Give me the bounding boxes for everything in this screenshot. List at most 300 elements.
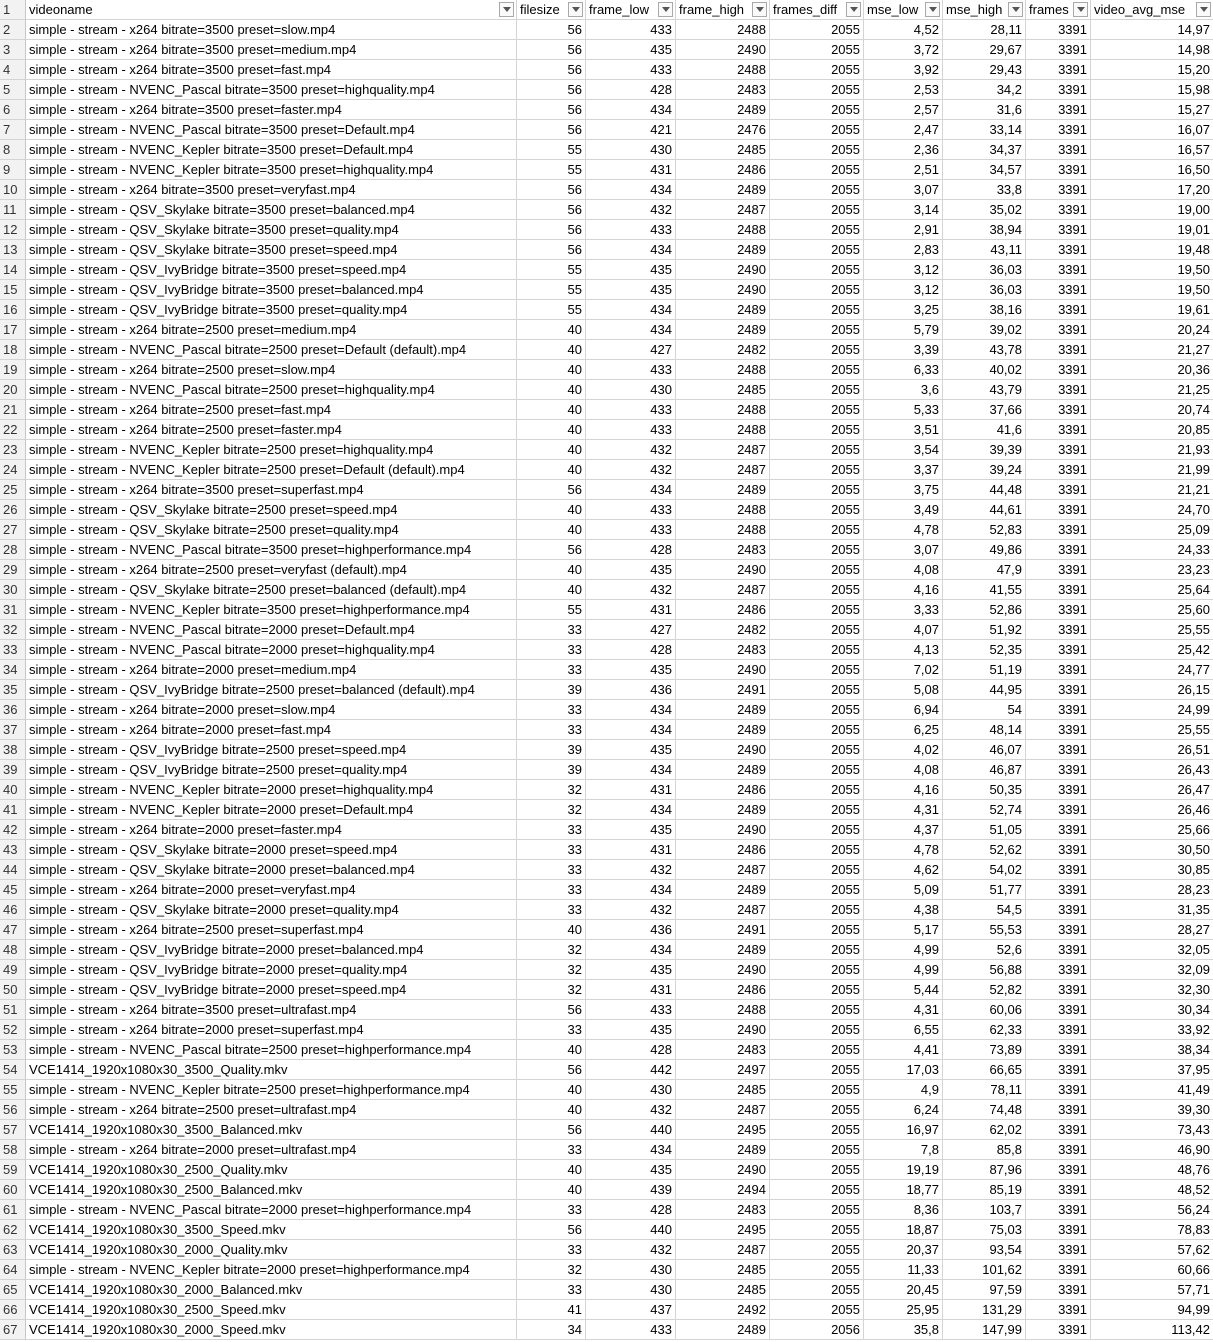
cell-mse-low[interactable]: 4,16	[864, 780, 943, 800]
cell-video-avg-mse[interactable]: 33,92	[1091, 1020, 1213, 1040]
cell-mse-low[interactable]: 3,54	[864, 440, 943, 460]
cell-video-avg-mse[interactable]: 24,99	[1091, 700, 1213, 720]
cell-mse-low[interactable]: 5,33	[864, 400, 943, 420]
cell-mse-high[interactable]: 43,11	[943, 240, 1026, 260]
row-number[interactable]: 31	[0, 600, 26, 620]
cell-frames-diff[interactable]: 2055	[770, 320, 864, 340]
cell-filesize[interactable]: 32	[517, 780, 586, 800]
cell-video-avg-mse[interactable]: 25,64	[1091, 580, 1213, 600]
cell-mse-low[interactable]: 6,25	[864, 720, 943, 740]
cell-frames-diff[interactable]: 2055	[770, 840, 864, 860]
cell-frame-low[interactable]: 431	[586, 780, 676, 800]
cell-mse-high[interactable]: 54	[943, 700, 1026, 720]
cell-frame-high[interactable]: 2483	[676, 640, 770, 660]
cell-videoname[interactable]: simple - stream - x264 bitrate=3500 preset=fast.mp4	[26, 60, 517, 80]
cell-video-avg-mse[interactable]: 32,30	[1091, 980, 1213, 1000]
cell-mse-low[interactable]: 5,17	[864, 920, 943, 940]
cell-frame-low[interactable]: 428	[586, 1040, 676, 1060]
cell-frames[interactable]: 3391	[1026, 1020, 1091, 1040]
cell-filesize[interactable]: 55	[517, 260, 586, 280]
cell-videoname[interactable]: simple - stream - x264 bitrate=2500 preset=faster.mp4	[26, 420, 517, 440]
column-header-videoname[interactable]	[26, 0, 517, 20]
row-number[interactable]: 3	[0, 40, 26, 60]
cell-video-avg-mse[interactable]: 57,71	[1091, 1280, 1213, 1300]
cell-filesize[interactable]: 40	[517, 440, 586, 460]
cell-videoname[interactable]: VCE1414_1920x1080x30_2000_Balanced.mkv	[26, 1280, 517, 1300]
cell-frame-high[interactable]: 2490	[676, 280, 770, 300]
cell-frame-low[interactable]: 428	[586, 80, 676, 100]
cell-mse-high[interactable]: 40,02	[943, 360, 1026, 380]
cell-frame-low[interactable]: 433	[586, 400, 676, 420]
cell-videoname[interactable]: simple - stream - x264 bitrate=2000 preset=ultrafast.mp4	[26, 1140, 517, 1160]
cell-frame-low[interactable]: 432	[586, 200, 676, 220]
cell-frame-high[interactable]: 2488	[676, 420, 770, 440]
cell-frame-high[interactable]: 2489	[676, 700, 770, 720]
cell-frame-low[interactable]: 439	[586, 1180, 676, 1200]
cell-frame-high[interactable]: 2490	[676, 1020, 770, 1040]
cell-mse-high[interactable]: 38,94	[943, 220, 1026, 240]
cell-filesize[interactable]: 33	[517, 1140, 586, 1160]
cell-mse-high[interactable]: 35,02	[943, 200, 1026, 220]
cell-videoname[interactable]: simple - stream - x264 bitrate=3500 preset=slow.mp4	[26, 20, 517, 40]
cell-mse-low[interactable]: 16,97	[864, 1120, 943, 1140]
cell-filesize[interactable]: 40	[517, 920, 586, 940]
cell-videoname[interactable]: simple - stream - NVENC_Kepler bitrate=2500 preset=highperformance.mp4	[26, 1080, 517, 1100]
column-header-video-avg-mse[interactable]	[1091, 0, 1213, 20]
cell-filesize[interactable]: 55	[517, 160, 586, 180]
cell-frame-low[interactable]: 433	[586, 500, 676, 520]
cell-frames-diff[interactable]: 2055	[770, 1280, 864, 1300]
cell-mse-low[interactable]: 2,83	[864, 240, 943, 260]
cell-mse-high[interactable]: 28,11	[943, 20, 1026, 40]
cell-video-avg-mse[interactable]: 21,25	[1091, 380, 1213, 400]
cell-frame-high[interactable]: 2487	[676, 1240, 770, 1260]
cell-video-avg-mse[interactable]: 20,24	[1091, 320, 1213, 340]
cell-filesize[interactable]: 33	[517, 1020, 586, 1040]
cell-frames-diff[interactable]: 2055	[770, 60, 864, 80]
cell-filesize[interactable]: 40	[517, 1160, 586, 1180]
cell-frames-diff[interactable]: 2055	[770, 1120, 864, 1140]
cell-videoname[interactable]: simple - stream - x264 bitrate=3500 preset=ultrafast.mp4	[26, 1000, 517, 1020]
cell-videoname[interactable]: simple - stream - x264 bitrate=2500 preset=slow.mp4	[26, 360, 517, 380]
cell-videoname[interactable]: VCE1414_1920x1080x30_2500_Quality.mkv	[26, 1160, 517, 1180]
cell-videoname[interactable]: simple - stream - x264 bitrate=2500 preset=fast.mp4	[26, 400, 517, 420]
cell-mse-high[interactable]: 41,6	[943, 420, 1026, 440]
cell-filesize[interactable]: 55	[517, 140, 586, 160]
cell-frame-high[interactable]: 2486	[676, 980, 770, 1000]
cell-frames[interactable]: 3391	[1026, 860, 1091, 880]
cell-video-avg-mse[interactable]: 37,95	[1091, 1060, 1213, 1080]
cell-video-avg-mse[interactable]: 20,74	[1091, 400, 1213, 420]
row-number[interactable]: 5	[0, 80, 26, 100]
cell-filesize[interactable]: 56	[517, 180, 586, 200]
cell-mse-low[interactable]: 4,99	[864, 940, 943, 960]
cell-frames[interactable]: 3391	[1026, 80, 1091, 100]
cell-frame-high[interactable]: 2490	[676, 260, 770, 280]
cell-mse-low[interactable]: 4,78	[864, 520, 943, 540]
cell-frame-high[interactable]: 2489	[676, 800, 770, 820]
cell-frame-low[interactable]: 435	[586, 40, 676, 60]
row-number[interactable]: 21	[0, 400, 26, 420]
cell-frames-diff[interactable]: 2055	[770, 180, 864, 200]
cell-video-avg-mse[interactable]: 15,98	[1091, 80, 1213, 100]
cell-mse-high[interactable]: 62,33	[943, 1020, 1026, 1040]
row-number[interactable]: 64	[0, 1260, 26, 1280]
cell-frame-low[interactable]: 440	[586, 1220, 676, 1240]
cell-videoname[interactable]: simple - stream - NVENC_Kepler bitrate=2500 preset=Default (default).mp4	[26, 460, 517, 480]
cell-videoname[interactable]: simple - stream - x264 bitrate=3500 preset=veryfast.mp4	[26, 180, 517, 200]
cell-frames[interactable]: 3391	[1026, 60, 1091, 80]
cell-frames[interactable]: 3391	[1026, 900, 1091, 920]
cell-frames-diff[interactable]: 2055	[770, 1260, 864, 1280]
cell-mse-high[interactable]: 51,05	[943, 820, 1026, 840]
cell-frame-high[interactable]: 2490	[676, 660, 770, 680]
cell-mse-low[interactable]: 6,33	[864, 360, 943, 380]
cell-frames[interactable]: 3391	[1026, 700, 1091, 720]
cell-frame-low[interactable]: 432	[586, 580, 676, 600]
cell-frames[interactable]: 3391	[1026, 800, 1091, 820]
cell-frames-diff[interactable]: 2055	[770, 780, 864, 800]
cell-frame-low[interactable]: 433	[586, 60, 676, 80]
cell-mse-low[interactable]: 3,6	[864, 380, 943, 400]
cell-mse-high[interactable]: 54,02	[943, 860, 1026, 880]
cell-frames-diff[interactable]: 2055	[770, 1000, 864, 1020]
cell-mse-high[interactable]: 52,6	[943, 940, 1026, 960]
cell-filesize[interactable]: 33	[517, 1280, 586, 1300]
cell-frames[interactable]: 3391	[1026, 1180, 1091, 1200]
cell-frame-low[interactable]: 434	[586, 240, 676, 260]
cell-video-avg-mse[interactable]: 21,93	[1091, 440, 1213, 460]
cell-videoname[interactable]: simple - stream - QSV_Skylake bitrate=2000 preset=speed.mp4	[26, 840, 517, 860]
cell-frames[interactable]: 3391	[1026, 120, 1091, 140]
cell-frames[interactable]: 3391	[1026, 1120, 1091, 1140]
cell-mse-high[interactable]: 36,03	[943, 280, 1026, 300]
row-number[interactable]: 23	[0, 440, 26, 460]
cell-video-avg-mse[interactable]: 14,97	[1091, 20, 1213, 40]
cell-frame-low[interactable]: 433	[586, 1320, 676, 1340]
cell-mse-low[interactable]: 7,02	[864, 660, 943, 680]
cell-frame-low[interactable]: 435	[586, 1020, 676, 1040]
cell-mse-high[interactable]: 44,95	[943, 680, 1026, 700]
cell-filesize[interactable]: 32	[517, 980, 586, 1000]
cell-mse-high[interactable]: 39,02	[943, 320, 1026, 340]
cell-frames[interactable]: 3391	[1026, 940, 1091, 960]
cell-frames[interactable]: 3391	[1026, 720, 1091, 740]
row-number[interactable]: 30	[0, 580, 26, 600]
cell-video-avg-mse[interactable]: 16,50	[1091, 160, 1213, 180]
cell-frames-diff[interactable]: 2055	[770, 80, 864, 100]
cell-videoname[interactable]: simple - stream - QSV_Skylake bitrate=3500 preset=quality.mp4	[26, 220, 517, 240]
cell-mse-low[interactable]: 3,75	[864, 480, 943, 500]
cell-mse-low[interactable]: 25,95	[864, 1300, 943, 1320]
cell-mse-low[interactable]: 2,36	[864, 140, 943, 160]
cell-frames-diff[interactable]: 2055	[770, 340, 864, 360]
cell-mse-high[interactable]: 62,02	[943, 1120, 1026, 1140]
cell-mse-low[interactable]: 4,07	[864, 620, 943, 640]
row-number[interactable]: 58	[0, 1140, 26, 1160]
row-number[interactable]: 20	[0, 380, 26, 400]
cell-mse-high[interactable]: 29,43	[943, 60, 1026, 80]
cell-filesize[interactable]: 33	[517, 1240, 586, 1260]
cell-videoname[interactable]: simple - stream - NVENC_Kepler bitrate=2000 preset=highquality.mp4	[26, 780, 517, 800]
cell-frame-high[interactable]: 2486	[676, 160, 770, 180]
cell-frames[interactable]: 3391	[1026, 1240, 1091, 1260]
cell-frames[interactable]: 3391	[1026, 520, 1091, 540]
cell-filesize[interactable]: 32	[517, 960, 586, 980]
cell-video-avg-mse[interactable]: 32,09	[1091, 960, 1213, 980]
cell-frame-low[interactable]: 428	[586, 540, 676, 560]
cell-frames-diff[interactable]: 2055	[770, 1240, 864, 1260]
row-number[interactable]: 43	[0, 840, 26, 860]
cell-mse-low[interactable]: 2,53	[864, 80, 943, 100]
cell-videoname[interactable]: VCE1414_1920x1080x30_2500_Balanced.mkv	[26, 1180, 517, 1200]
cell-frame-high[interactable]: 2489	[676, 240, 770, 260]
cell-frame-high[interactable]: 2487	[676, 460, 770, 480]
cell-video-avg-mse[interactable]: 94,99	[1091, 1300, 1213, 1320]
cell-video-avg-mse[interactable]: 38,34	[1091, 1040, 1213, 1060]
cell-videoname[interactable]: simple - stream - NVENC_Kepler bitrate=3500 preset=highperformance.mp4	[26, 600, 517, 620]
cell-videoname[interactable]: simple - stream - QSV_IvyBridge bitrate=2000 preset=speed.mp4	[26, 980, 517, 1000]
cell-frames-diff[interactable]: 2055	[770, 560, 864, 580]
column-header-mse-high[interactable]	[943, 0, 1026, 20]
cell-mse-low[interactable]: 3,07	[864, 180, 943, 200]
cell-frames[interactable]: 3391	[1026, 820, 1091, 840]
cell-frames-diff[interactable]: 2055	[770, 740, 864, 760]
cell-video-avg-mse[interactable]: 25,09	[1091, 520, 1213, 540]
row-number[interactable]: 34	[0, 660, 26, 680]
cell-filesize[interactable]: 33	[517, 720, 586, 740]
cell-mse-high[interactable]: 38,16	[943, 300, 1026, 320]
cell-mse-high[interactable]: 47,9	[943, 560, 1026, 580]
cell-mse-low[interactable]: 4,9	[864, 1080, 943, 1100]
cell-filesize[interactable]: 33	[517, 900, 586, 920]
filter-dropdown-icon[interactable]	[1073, 2, 1088, 17]
cell-mse-high[interactable]: 74,48	[943, 1100, 1026, 1120]
cell-frames[interactable]: 3391	[1026, 320, 1091, 340]
cell-frames-diff[interactable]: 2055	[770, 120, 864, 140]
cell-frames-diff[interactable]: 2055	[770, 500, 864, 520]
cell-mse-low[interactable]: 5,44	[864, 980, 943, 1000]
cell-mse-high[interactable]: 52,35	[943, 640, 1026, 660]
cell-videoname[interactable]: simple - stream - QSV_Skylake bitrate=2500 preset=speed.mp4	[26, 500, 517, 520]
cell-frames[interactable]: 3391	[1026, 560, 1091, 580]
cell-videoname[interactable]: simple - stream - x264 bitrate=2000 preset=medium.mp4	[26, 660, 517, 680]
cell-videoname[interactable]: simple - stream - QSV_Skylake bitrate=2000 preset=quality.mp4	[26, 900, 517, 920]
cell-frames[interactable]: 3391	[1026, 500, 1091, 520]
cell-frame-high[interactable]: 2489	[676, 320, 770, 340]
cell-mse-high[interactable]: 87,96	[943, 1160, 1026, 1180]
row-number[interactable]: 1	[0, 0, 26, 20]
cell-filesize[interactable]: 56	[517, 60, 586, 80]
cell-frames-diff[interactable]: 2055	[770, 100, 864, 120]
cell-mse-high[interactable]: 60,06	[943, 1000, 1026, 1020]
row-number[interactable]: 41	[0, 800, 26, 820]
cell-frame-low[interactable]: 434	[586, 100, 676, 120]
cell-frames-diff[interactable]: 2055	[770, 660, 864, 680]
cell-filesize[interactable]: 40	[517, 380, 586, 400]
filter-dropdown-icon[interactable]	[658, 2, 673, 17]
row-number[interactable]: 42	[0, 820, 26, 840]
cell-frame-high[interactable]: 2483	[676, 1200, 770, 1220]
cell-frames-diff[interactable]: 2055	[770, 880, 864, 900]
cell-frames-diff[interactable]: 2055	[770, 440, 864, 460]
cell-filesize[interactable]: 33	[517, 700, 586, 720]
cell-frame-high[interactable]: 2482	[676, 340, 770, 360]
cell-videoname[interactable]: simple - stream - QSV_IvyBridge bitrate=2500 preset=balanced (default).mp4	[26, 680, 517, 700]
cell-frames-diff[interactable]: 2055	[770, 360, 864, 380]
cell-mse-high[interactable]: 54,5	[943, 900, 1026, 920]
cell-frames[interactable]: 3391	[1026, 1260, 1091, 1280]
cell-frame-low[interactable]: 431	[586, 160, 676, 180]
cell-frame-high[interactable]: 2489	[676, 480, 770, 500]
cell-frame-low[interactable]: 434	[586, 760, 676, 780]
cell-video-avg-mse[interactable]: 26,51	[1091, 740, 1213, 760]
cell-frame-high[interactable]: 2490	[676, 740, 770, 760]
cell-mse-low[interactable]: 4,31	[864, 800, 943, 820]
cell-frame-high[interactable]: 2494	[676, 1180, 770, 1200]
cell-video-avg-mse[interactable]: 48,76	[1091, 1160, 1213, 1180]
cell-videoname[interactable]: simple - stream - QSV_Skylake bitrate=3500 preset=speed.mp4	[26, 240, 517, 260]
cell-videoname[interactable]: simple - stream - NVENC_Kepler bitrate=3500 preset=highquality.mp4	[26, 160, 517, 180]
cell-mse-high[interactable]: 33,14	[943, 120, 1026, 140]
cell-mse-low[interactable]: 6,55	[864, 1020, 943, 1040]
cell-frames-diff[interactable]: 2055	[770, 920, 864, 940]
cell-mse-low[interactable]: 20,45	[864, 1280, 943, 1300]
cell-filesize[interactable]: 56	[517, 40, 586, 60]
cell-mse-low[interactable]: 4,38	[864, 900, 943, 920]
row-number[interactable]: 37	[0, 720, 26, 740]
cell-filesize[interactable]: 33	[517, 860, 586, 880]
cell-videoname[interactable]: simple - stream - QSV_IvyBridge bitrate=2500 preset=speed.mp4	[26, 740, 517, 760]
cell-filesize[interactable]: 40	[517, 340, 586, 360]
cell-frame-low[interactable]: 433	[586, 360, 676, 380]
cell-mse-low[interactable]: 4,08	[864, 560, 943, 580]
cell-frame-low[interactable]: 436	[586, 920, 676, 940]
cell-mse-low[interactable]: 3,33	[864, 600, 943, 620]
filter-dropdown-icon[interactable]	[1008, 2, 1023, 17]
row-number[interactable]: 62	[0, 1220, 26, 1240]
cell-videoname[interactable]: simple - stream - NVENC_Pascal bitrate=2500 preset=Default (default).mp4	[26, 340, 517, 360]
cell-frames[interactable]: 3391	[1026, 480, 1091, 500]
cell-frame-high[interactable]: 2495	[676, 1220, 770, 1240]
cell-frame-low[interactable]: 434	[586, 700, 676, 720]
cell-frames-diff[interactable]: 2055	[770, 860, 864, 880]
cell-videoname[interactable]: simple - stream - x264 bitrate=2000 preset=fast.mp4	[26, 720, 517, 740]
cell-mse-low[interactable]: 4,16	[864, 580, 943, 600]
row-number[interactable]: 44	[0, 860, 26, 880]
cell-mse-high[interactable]: 51,19	[943, 660, 1026, 680]
cell-mse-high[interactable]: 131,29	[943, 1300, 1026, 1320]
cell-frame-high[interactable]: 2483	[676, 1040, 770, 1060]
cell-video-avg-mse[interactable]: 48,52	[1091, 1180, 1213, 1200]
cell-video-avg-mse[interactable]: 19,61	[1091, 300, 1213, 320]
cell-mse-low[interactable]: 3,12	[864, 260, 943, 280]
cell-frames-diff[interactable]: 2055	[770, 760, 864, 780]
cell-frames[interactable]: 3391	[1026, 1280, 1091, 1300]
cell-frame-low[interactable]: 427	[586, 620, 676, 640]
cell-mse-high[interactable]: 51,77	[943, 880, 1026, 900]
cell-frames[interactable]: 3391	[1026, 260, 1091, 280]
cell-videoname[interactable]: simple - stream - x264 bitrate=3500 preset=medium.mp4	[26, 40, 517, 60]
cell-frame-high[interactable]: 2490	[676, 40, 770, 60]
cell-frame-high[interactable]: 2497	[676, 1060, 770, 1080]
row-number[interactable]: 26	[0, 500, 26, 520]
cell-frame-low[interactable]: 433	[586, 520, 676, 540]
cell-videoname[interactable]: simple - stream - x264 bitrate=2000 preset=veryfast.mp4	[26, 880, 517, 900]
cell-frames-diff[interactable]: 2055	[770, 620, 864, 640]
cell-frames[interactable]: 3391	[1026, 880, 1091, 900]
row-number[interactable]: 7	[0, 120, 26, 140]
filter-dropdown-icon[interactable]	[925, 2, 940, 17]
cell-mse-low[interactable]: 17,03	[864, 1060, 943, 1080]
cell-videoname[interactable]: simple - stream - QSV_IvyBridge bitrate=3500 preset=speed.mp4	[26, 260, 517, 280]
cell-videoname[interactable]: simple - stream - NVENC_Pascal bitrate=3500 preset=Default.mp4	[26, 120, 517, 140]
cell-mse-low[interactable]: 4,02	[864, 740, 943, 760]
cell-frame-high[interactable]: 2492	[676, 1300, 770, 1320]
cell-video-avg-mse[interactable]: 26,46	[1091, 800, 1213, 820]
cell-videoname[interactable]: simple - stream - x264 bitrate=2500 preset=superfast.mp4	[26, 920, 517, 940]
cell-frame-high[interactable]: 2491	[676, 680, 770, 700]
cell-mse-high[interactable]: 52,62	[943, 840, 1026, 860]
cell-filesize[interactable]: 55	[517, 600, 586, 620]
row-number[interactable]: 59	[0, 1160, 26, 1180]
cell-mse-low[interactable]: 2,57	[864, 100, 943, 120]
cell-frames[interactable]: 3391	[1026, 1140, 1091, 1160]
cell-videoname[interactable]: simple - stream - x264 bitrate=2500 preset=ultrafast.mp4	[26, 1100, 517, 1120]
cell-frames[interactable]: 3391	[1026, 1200, 1091, 1220]
cell-frame-high[interactable]: 2483	[676, 80, 770, 100]
cell-mse-low[interactable]: 3,12	[864, 280, 943, 300]
cell-mse-high[interactable]: 103,7	[943, 1200, 1026, 1220]
cell-mse-high[interactable]: 33,8	[943, 180, 1026, 200]
cell-frame-low[interactable]: 432	[586, 900, 676, 920]
row-number[interactable]: 50	[0, 980, 26, 1000]
cell-videoname[interactable]: VCE1414_1920x1080x30_2000_Speed.mkv	[26, 1320, 517, 1340]
cell-filesize[interactable]: 39	[517, 680, 586, 700]
cell-frames[interactable]: 3391	[1026, 160, 1091, 180]
cell-filesize[interactable]: 56	[517, 100, 586, 120]
cell-frames-diff[interactable]: 2055	[770, 720, 864, 740]
cell-video-avg-mse[interactable]: 60,66	[1091, 1260, 1213, 1280]
cell-frames-diff[interactable]: 2055	[770, 1040, 864, 1060]
cell-frames[interactable]: 3391	[1026, 920, 1091, 940]
cell-frame-high[interactable]: 2491	[676, 920, 770, 940]
column-header-filesize[interactable]	[517, 0, 586, 20]
row-number[interactable]: 15	[0, 280, 26, 300]
cell-filesize[interactable]: 32	[517, 800, 586, 820]
cell-frame-low[interactable]: 434	[586, 300, 676, 320]
cell-frames[interactable]: 3391	[1026, 100, 1091, 120]
cell-frame-low[interactable]: 435	[586, 280, 676, 300]
cell-frame-low[interactable]: 432	[586, 1100, 676, 1120]
cell-frame-low[interactable]: 433	[586, 20, 676, 40]
column-header-frames-diff[interactable]	[770, 0, 864, 20]
cell-mse-high[interactable]: 56,88	[943, 960, 1026, 980]
cell-mse-high[interactable]: 52,82	[943, 980, 1026, 1000]
cell-frames-diff[interactable]: 2055	[770, 1160, 864, 1180]
cell-videoname[interactable]: simple - stream - QSV_Skylake bitrate=2500 preset=balanced (default).mp4	[26, 580, 517, 600]
cell-frame-high[interactable]: 2487	[676, 900, 770, 920]
row-number[interactable]: 45	[0, 880, 26, 900]
cell-frames[interactable]: 3391	[1026, 580, 1091, 600]
cell-frame-low[interactable]: 427	[586, 340, 676, 360]
cell-frames[interactable]: 3391	[1026, 600, 1091, 620]
row-number[interactable]: 11	[0, 200, 26, 220]
cell-frames-diff[interactable]: 2055	[770, 400, 864, 420]
cell-frame-low[interactable]: 435	[586, 820, 676, 840]
cell-mse-low[interactable]: 2,47	[864, 120, 943, 140]
cell-frames[interactable]: 3391	[1026, 340, 1091, 360]
